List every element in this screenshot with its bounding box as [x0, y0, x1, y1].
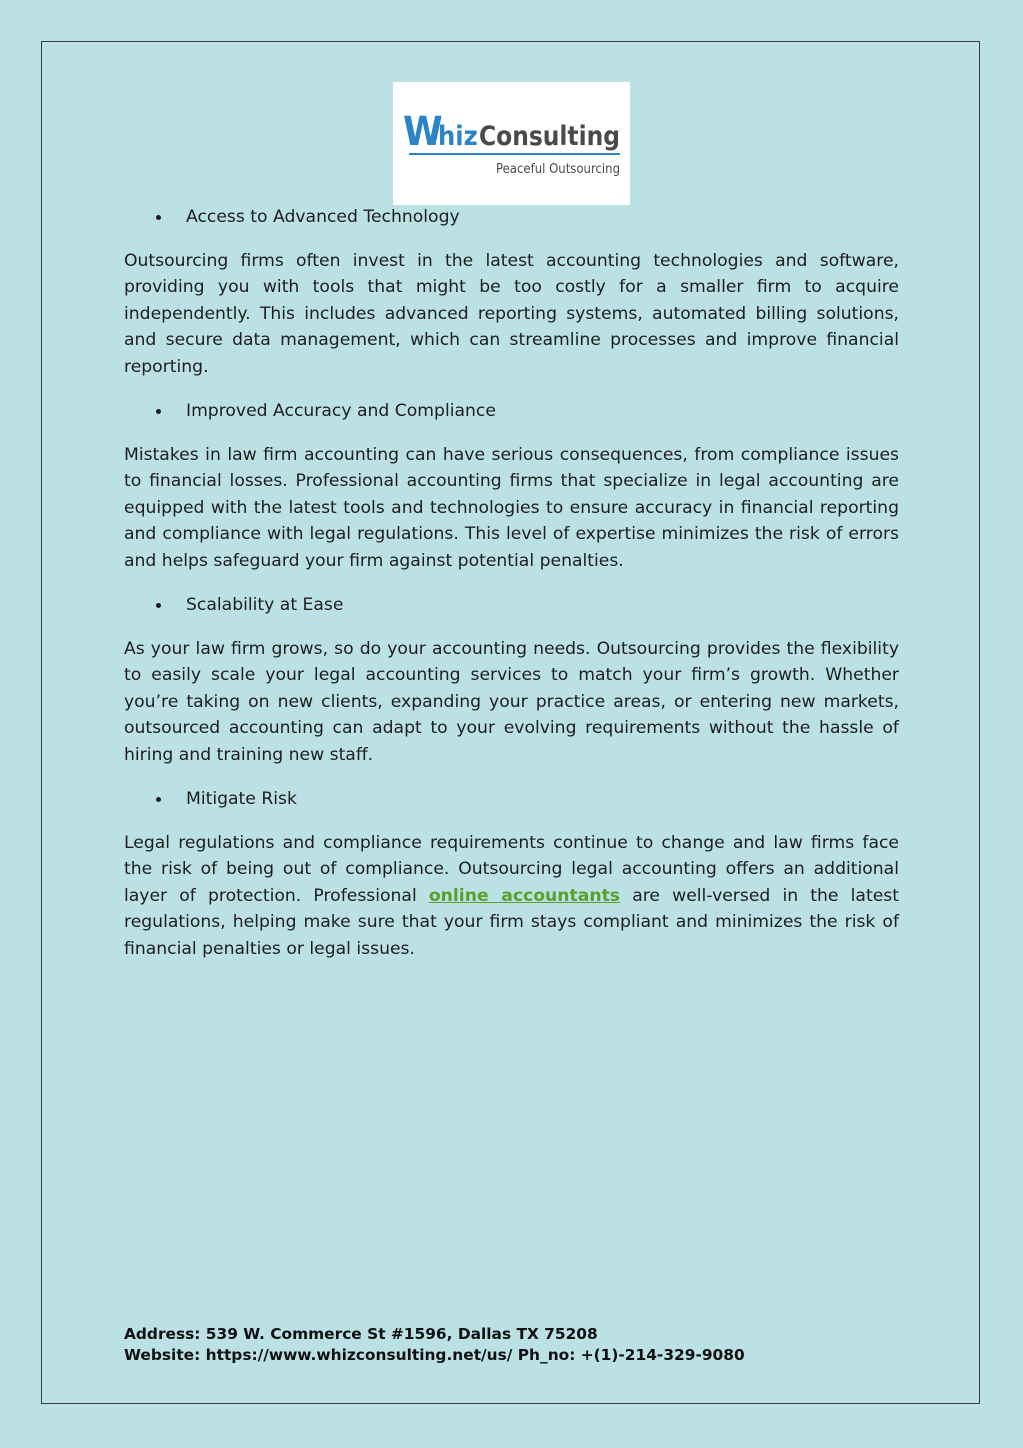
logo-graphic — [393, 82, 630, 205]
bullet-heading-technology — [124, 204, 899, 231]
online-accountants-link[interactable]: online accountants — [428, 885, 621, 906]
bullet-heading-risk — [124, 786, 899, 813]
logo-text-consulting: Consulting — [479, 121, 620, 152]
paragraph-risk — [124, 830, 899, 963]
paragraph-risk-text-after: are well-versed in the latest regulations, helping make sure that your firm stays compliant and minimizes the risk of financial penalties or legal issues. — [124, 885, 899, 959]
footer-contact — [124, 1324, 745, 1366]
bullet-heading-text: Access to Advanced Technology — [186, 207, 460, 227]
bullet-dot — [156, 215, 161, 220]
bullet-heading-accuracy — [124, 398, 899, 425]
paragraph-accuracy: Mistakes in law firm accounting can have serious consequences, from compliance issues to financial losses. Professional accounting firms that specialize in legal accounting are equipped with the latest tools and technologies to ensure accuracy in financial reporting and compliance with legal regulations. This level of expertise minimizes the risk of errors and helps safeguard your firm against potential penalties. — [124, 444, 899, 571]
footer-address: Address: 539 W. Commerce St #1596, Dallas TX 75208 — [124, 1325, 598, 1343]
bullet-heading-text: Mitigate Risk — [186, 789, 297, 809]
whizconsulting-logo — [393, 82, 630, 205]
bullet-dot — [156, 603, 161, 608]
bullet-dot — [156, 797, 161, 802]
bullet-heading-text: Improved Accuracy and Compliance — [186, 401, 496, 421]
bullet-heading-scalability — [124, 592, 899, 619]
article-content — [124, 204, 899, 980]
logo-tagline: Peaceful Outsourcing — [496, 162, 620, 177]
bullet-heading-text: Scalability at Ease — [186, 595, 344, 615]
logo-letter-w: W — [403, 109, 443, 155]
paragraph-scalability: As your law firm grows, so do your accounting needs. Outsourcing provides the flexibility to easily scale your legal accounting services to match your firm’s growth. Whether you’re taking on new clients, expanding your practice areas, or entering new markets, outsourced accounting can adapt to your evolving requirements without the hassle of hiring and training new staff. — [124, 638, 899, 765]
bullet-dot — [156, 409, 161, 414]
logo-text-hiz: hiz — [438, 121, 478, 152]
paragraph-risk-text-before: Legal regulations and compliance requirements continue to change and law firms face the risk of being out of compliance. Outsourcing legal accounting offers an additional layer of protection. Professional — [124, 832, 899, 906]
paragraph-technology: Outsourcing firms often invest in the latest accounting technologies and software, providing you with tools that might be too costly for a smaller firm to acquire independently. This includes advanced reporting systems, automated billing solutions, and secure data management, which can streamline processes and improve financial reporting. — [124, 250, 899, 377]
footer-website-phone: Website: https://www.whizconsulting.net/us/ Ph_no: +(1)-214-329-9080 — [124, 1346, 745, 1364]
